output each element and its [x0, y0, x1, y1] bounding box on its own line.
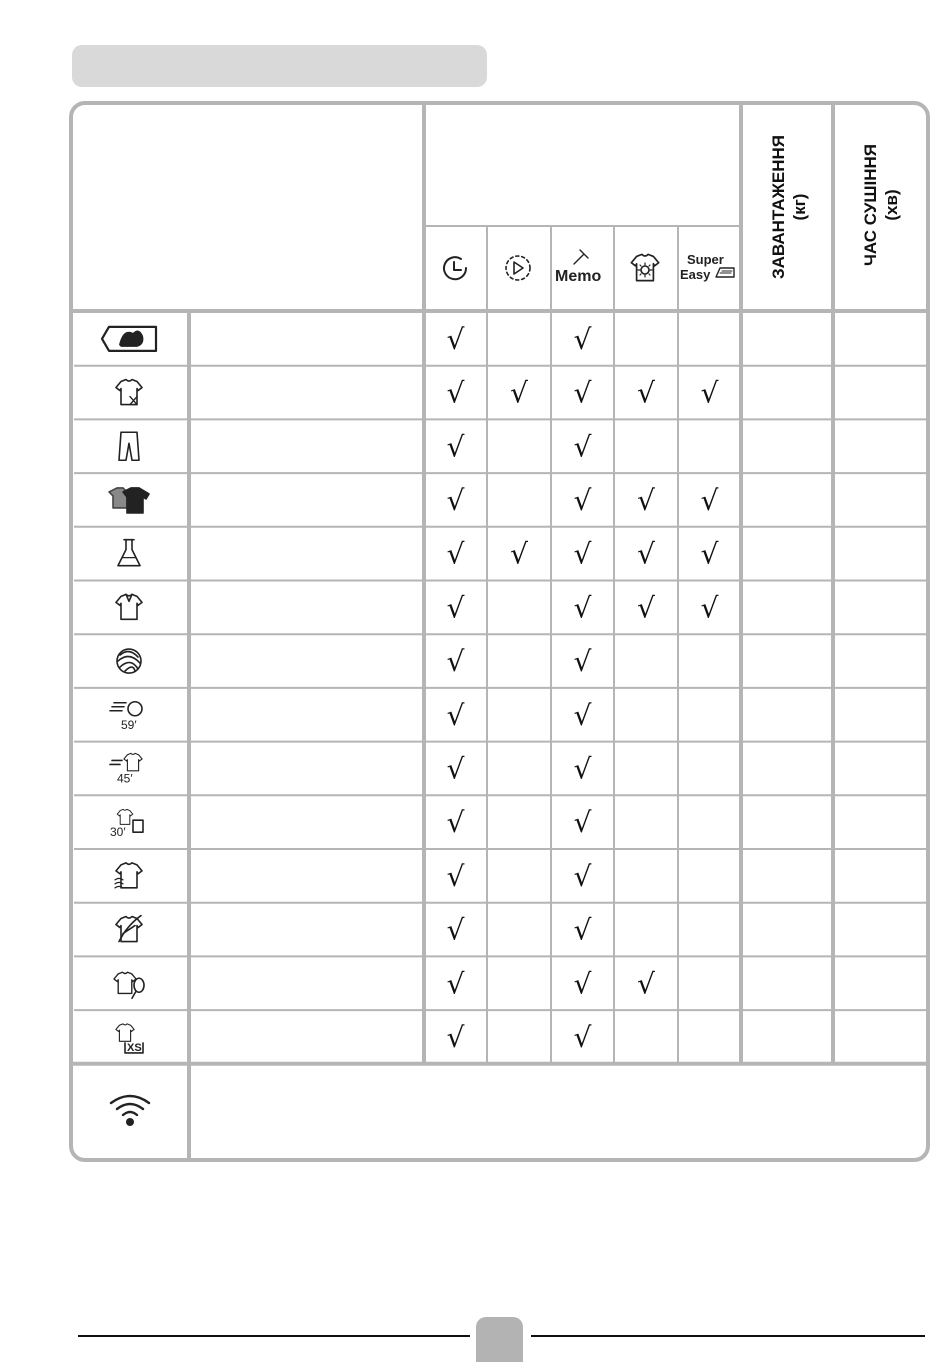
- sun-core: [641, 266, 649, 274]
- airing-shirt-icon: [115, 863, 142, 888]
- check-mark: √: [573, 430, 592, 464]
- size-label: XS: [127, 1041, 142, 1054]
- easy-label: Easy: [680, 267, 711, 282]
- check-mark: √: [446, 698, 465, 732]
- delicates-icon: [116, 916, 142, 942]
- shirt-shape: [124, 753, 142, 771]
- shirt-front: [123, 488, 149, 513]
- check-mark: √: [446, 752, 465, 786]
- check-mark: √: [700, 376, 719, 410]
- check-mark: √: [573, 645, 592, 679]
- check-mark: √: [637, 537, 655, 571]
- check-mark: √: [446, 322, 465, 356]
- check-mark: √: [573, 537, 592, 571]
- check-mark: √: [446, 913, 465, 947]
- check-mark: √: [446, 806, 465, 840]
- check-mark: √: [446, 483, 465, 517]
- timer-arc: [444, 257, 466, 279]
- check-mark: √: [573, 698, 592, 732]
- check-mark: √: [573, 806, 592, 840]
- page-number-tab: [476, 1317, 523, 1362]
- row-icons: [102, 327, 156, 1126]
- footer-rule-left: [78, 1335, 470, 1337]
- wifi-icon: [111, 1096, 149, 1126]
- check-mark: √: [573, 322, 592, 356]
- shirt-shape: [116, 863, 142, 888]
- box-shape: [133, 820, 143, 832]
- time-label: 30′: [110, 825, 126, 840]
- time-header-label: ЧАС СУШІННЯ: [861, 144, 880, 267]
- sportswear-icon: [114, 972, 144, 998]
- shirt-shape: [116, 380, 142, 405]
- tag-shape: [119, 330, 143, 346]
- load-header-label: ЗАВАНТАЖЕННЯ: [769, 135, 788, 279]
- time-label: 45′: [117, 771, 133, 786]
- check-mark: √: [573, 591, 592, 625]
- wool-strands: [118, 651, 140, 671]
- rapid-45-icon: [110, 753, 142, 785]
- racket-handle: [132, 991, 136, 998]
- wifi-arc-1: [123, 1112, 137, 1115]
- check-mark: √: [573, 376, 592, 410]
- check-mark: √: [446, 859, 465, 893]
- timer-hands: [454, 262, 461, 270]
- extra-dry-icon: [631, 254, 658, 280]
- time-header-unit: (хв): [882, 189, 901, 221]
- check-mark: √: [446, 376, 465, 410]
- memo-label: Memo: [555, 268, 602, 285]
- check-mark: √: [446, 1020, 465, 1054]
- delay-start-icon: [506, 256, 530, 280]
- check-mark: √: [573, 1020, 592, 1054]
- check-mark: √: [446, 430, 465, 464]
- shirt-shape: [117, 809, 133, 824]
- wifi-dot: [126, 1118, 134, 1126]
- iron-lines: [720, 271, 732, 273]
- shirt-shape: [114, 972, 136, 993]
- small-load-xs-icon: [116, 1024, 143, 1054]
- flask-shape: [118, 540, 140, 566]
- check-mark: √: [573, 913, 592, 947]
- check-mark: √: [700, 483, 719, 517]
- timer-icon: [444, 257, 466, 279]
- check-mark: √: [637, 967, 655, 1001]
- load-header-unit: (кг): [790, 193, 809, 221]
- check-mark: √: [700, 591, 719, 625]
- rapid-59-icon: [110, 702, 142, 732]
- star-shape: [130, 397, 137, 405]
- check-mark: √: [446, 591, 465, 625]
- wifi-arc-3: [111, 1096, 149, 1103]
- stopwatch: [128, 702, 142, 716]
- play-shape: [514, 262, 523, 274]
- racket-head: [134, 978, 144, 992]
- refresh-30-icon: [110, 809, 143, 839]
- wifi-arc-2: [117, 1104, 143, 1109]
- check-mark: √: [446, 967, 465, 1001]
- check-mark: √: [637, 483, 655, 517]
- check-mark: √: [446, 537, 465, 571]
- check-mark: √: [573, 483, 592, 517]
- check-mark: √: [446, 645, 465, 679]
- time-label: 59′: [121, 717, 137, 732]
- check-mark: √: [510, 537, 528, 571]
- pin-shape: [574, 250, 588, 264]
- shirt-shape: [116, 594, 142, 619]
- shirt-shape: [116, 1024, 134, 1042]
- footer-rule-right: [531, 1335, 925, 1337]
- jeans-shape: [119, 432, 139, 460]
- dashed-circle: [506, 256, 530, 280]
- check-mark: √: [637, 591, 655, 625]
- super-label: Super: [687, 252, 724, 267]
- mixed-fabrics-icon: [116, 380, 142, 405]
- speed-lines: [110, 703, 126, 711]
- care-program-icon: [102, 327, 156, 351]
- super-easy-iron-icon: [716, 268, 734, 277]
- memo-icon: [574, 250, 588, 264]
- dark-clothes-icon: [109, 488, 149, 513]
- air-waves: [115, 878, 123, 888]
- check-mark: √: [573, 967, 592, 1001]
- check-mark: √: [573, 859, 592, 893]
- jeans-icon: [119, 432, 139, 460]
- hygiene-flask-icon: [118, 540, 140, 566]
- check-mark: √: [510, 376, 528, 410]
- sun-rays: [638, 263, 652, 277]
- speed-lines: [110, 760, 122, 764]
- check-mark: √: [573, 752, 592, 786]
- check-mark: √: [637, 376, 655, 410]
- shirt-icon: [116, 594, 142, 619]
- wool-icon: [117, 649, 141, 673]
- check-mark: √: [700, 537, 719, 571]
